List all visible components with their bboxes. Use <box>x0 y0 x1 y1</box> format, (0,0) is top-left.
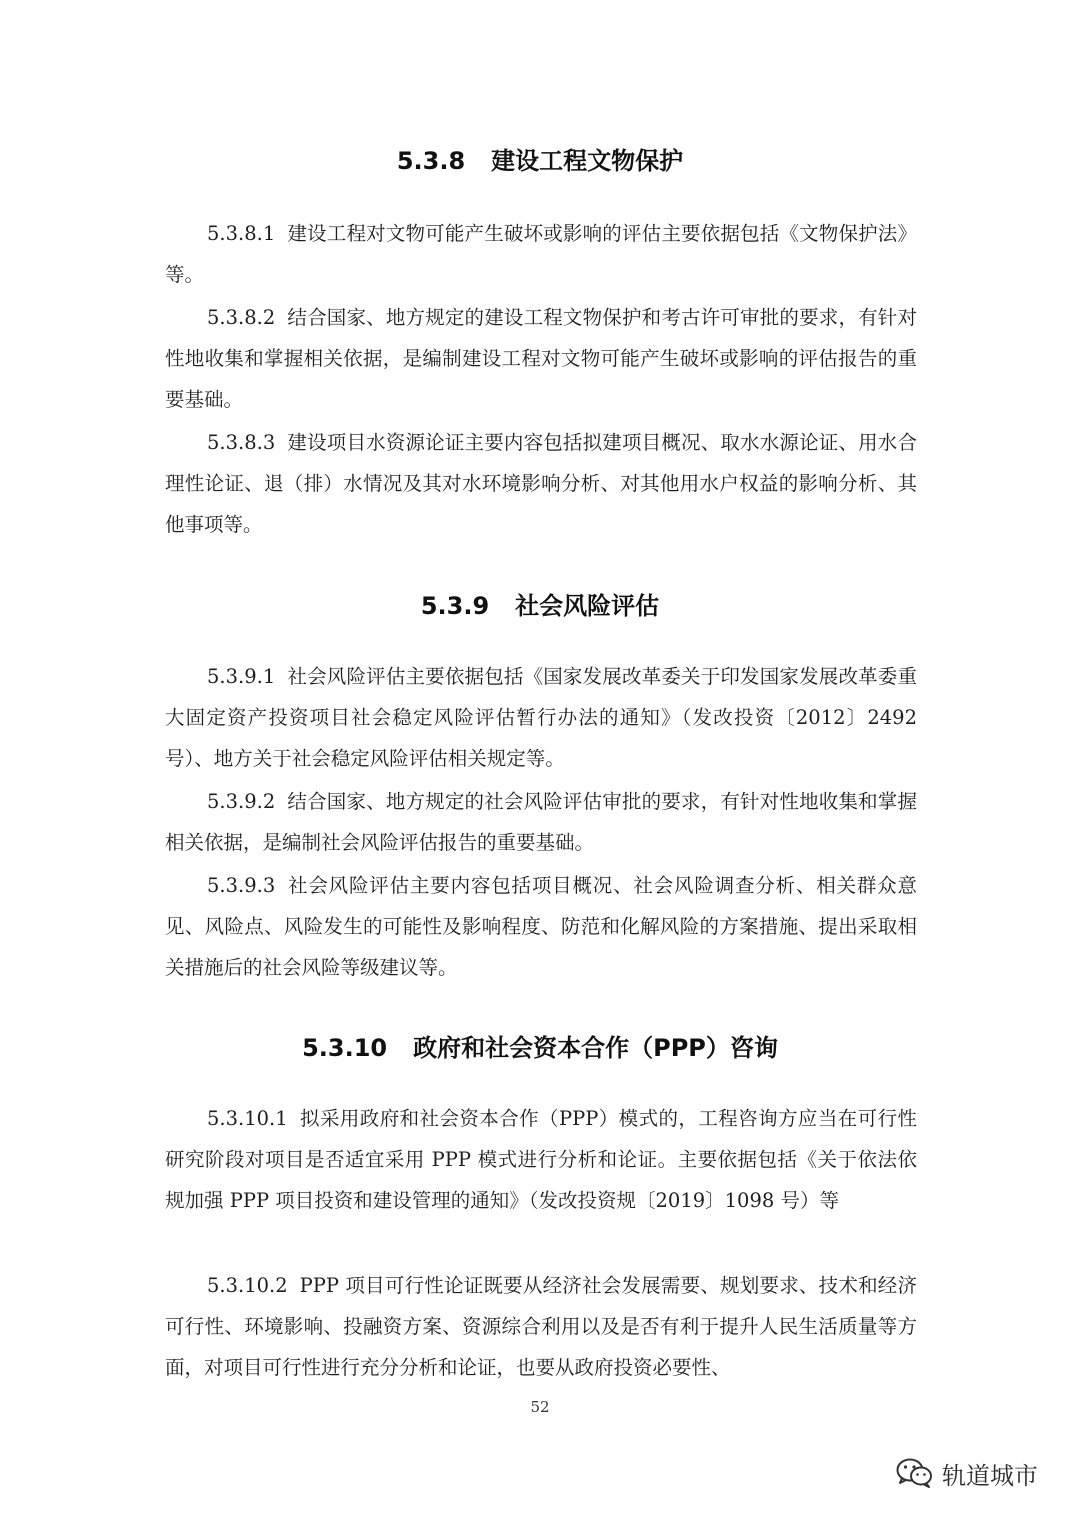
section-number: 5.3.8 <box>396 147 466 175</box>
paragraph-text: 社会风险评估主要内容包括项目概况、社会风险调查分析、相关群众意见、风险点、风险发生的可能性及影响程度、防范和化解风险的方案措施、提出采取相关措施后的社会风险等级建议等。 <box>165 874 917 979</box>
paragraph-text: 建设项目水资源论证主要内容包括拟建项目概况、取水水源论证、用水合理性论证、退（排）水情况及其对水环境影响分析、对其他用水户权益的影响分析、其他事项等。 <box>165 431 917 536</box>
section-heading <box>0 1030 1080 1066</box>
paragraph-number: 5.3.9.1 <box>207 665 276 688</box>
section-heading <box>0 588 1080 624</box>
paragraph-text: 建设工程对文物可能产生破坏或影响的评估主要依据包括《文物保护法》等。 <box>165 222 917 286</box>
paragraph-number: 5.3.8.3 <box>207 431 276 454</box>
wechat-icon <box>896 1457 934 1489</box>
paragraph <box>165 297 917 420</box>
page-number: 52 <box>530 1398 550 1416</box>
section-title: 政府和社会资本合作（PPP）咨询 <box>413 1034 778 1062</box>
paragraph <box>165 1098 917 1221</box>
paragraph-text: 拟采用政府和社会资本合作（PPP）模式的，工程咨询方应当在可行性研究阶段对项目是否适宜采用 PPP 模式进行分析和论证。主要依据包括《关于依法依规加强 PPP 项目投资和建设管理的通知》（发改投资规〔2019〕1098 号）等 <box>165 1107 917 1212</box>
paragraph-number: 5.3.8.2 <box>207 306 276 329</box>
paragraph-text: PPP 项目可行性论证既要从经济社会发展需要、规划要求、技术和经济可行性、环境影响、投融资方案、资源综合利用以及是否有利于提升人民生活质量等方面，对项目可行性进行充分分析和论证，也要从政府投资必要性、 <box>165 1274 917 1379</box>
paragraph-text: 结合国家、地方规定的建设工程文物保护和考古许可审批的要求，有针对性地收集和掌握相关依据，是编制建设工程对文物可能产生破坏或影响的评估报告的重要基础。 <box>165 306 917 411</box>
section-title: 建设工程文物保护 <box>491 147 684 175</box>
paragraph-number: 5.3.10.2 <box>207 1274 288 1297</box>
section-number: 5.3.9 <box>420 592 490 620</box>
paragraph-number: 5.3.9.3 <box>207 874 276 897</box>
section-title: 社会风险评估 <box>515 592 660 620</box>
paragraph-text: 结合国家、地方规定的社会风险评估审批的要求，有针对性地收集和掌握相关依据，是编制社会风险评估报告的重要基础。 <box>165 790 917 854</box>
paragraph-number: 5.3.10.1 <box>207 1107 288 1130</box>
paragraph <box>165 422 917 545</box>
paragraph <box>165 213 917 295</box>
watermark-text: 轨道城市 <box>942 1461 1038 1490</box>
paragraph-number: 5.3.8.1 <box>207 222 276 245</box>
paragraph <box>165 865 917 988</box>
section-number: 5.3.10 <box>302 1034 388 1062</box>
paragraph <box>165 656 917 779</box>
paragraph <box>165 1265 917 1388</box>
paragraph-text: 社会风险评估主要依据包括《国家发展改革委关于印发国家发展改革委重大固定资产投资项目社会稳定风险评估暂行办法的通知》（发改投资〔2012〕2492 号）、地方关于社会稳定风险评估相关规定等。 <box>165 665 917 770</box>
watermark <box>896 1455 1038 1491</box>
paragraph-number: 5.3.9.2 <box>207 790 276 813</box>
paragraph <box>165 781 917 863</box>
section-heading <box>0 143 1080 179</box>
